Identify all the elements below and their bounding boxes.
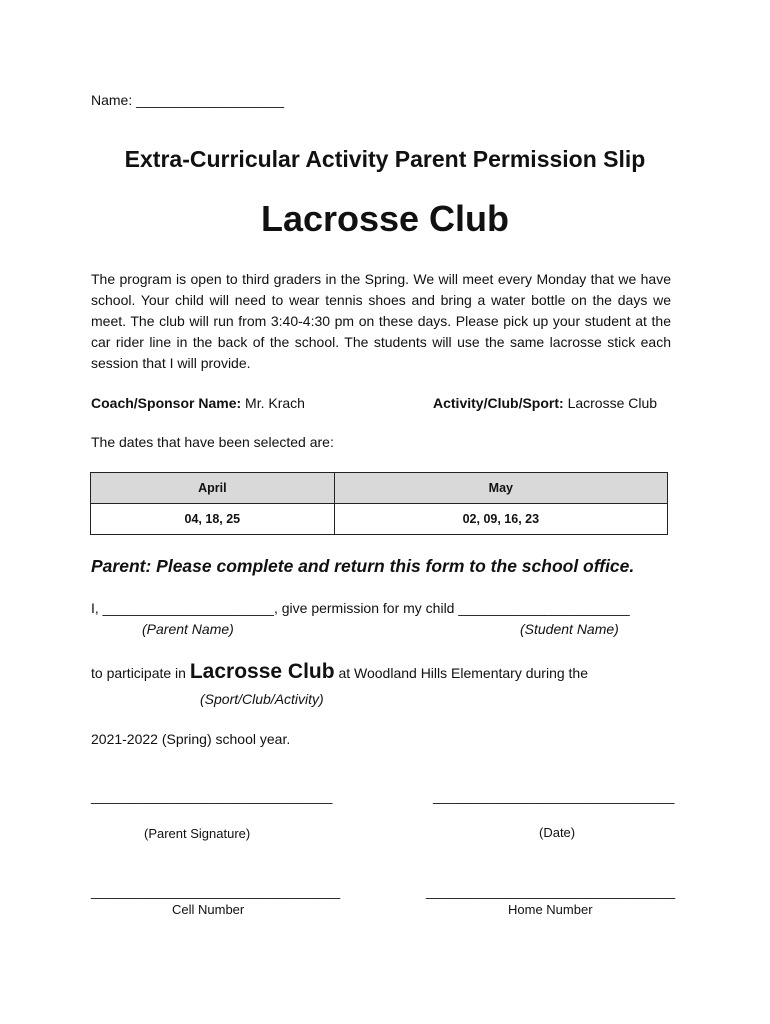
parent-name-caption: (Parent Name): [142, 621, 234, 637]
dates-table: [90, 472, 668, 535]
parent-signature-caption: (Parent Signature): [144, 826, 251, 841]
may-dates: 02, 09, 16, 23: [334, 504, 667, 535]
coach-label: Coach/Sponsor Name:: [91, 395, 242, 411]
parent-instruction: Parent: Please complete and return this form to the school office.: [91, 556, 635, 576]
coach-info: [91, 395, 305, 411]
coach-value: Mr. Krach: [245, 395, 305, 411]
april-dates: 04, 18, 25: [91, 504, 335, 535]
form-heading: Extra-Curricular Activity Parent Permission Slip: [124, 146, 646, 172]
club-title: Lacrosse Club: [260, 198, 510, 239]
participation-statement: [91, 660, 588, 684]
home-number-line[interactable]: ________________________________: [426, 883, 676, 899]
participate-activity: Lacrosse Club: [189, 660, 335, 683]
dates-intro: The dates that have been selected are:: [91, 434, 334, 450]
dates-table-header-row: [91, 473, 668, 504]
school-year-line: 2021-2022 (Spring) school year.: [91, 731, 291, 747]
student-name-caption: (Student Name): [520, 621, 619, 637]
date-caption: (Date): [539, 825, 576, 840]
month-header-may: May: [334, 473, 667, 504]
name-field-line: Name: ___________________: [91, 92, 285, 108]
permission-statement[interactable]: I, ______________________, give permission for my child ______________________: [91, 600, 630, 616]
parent-signature-line[interactable]: _______________________________: [91, 788, 333, 804]
participate-prefix: to participate in: [91, 665, 186, 681]
cell-number-line[interactable]: ________________________________: [91, 883, 341, 899]
dates-table-row: [91, 504, 668, 535]
activity-value: Lacrosse Club: [567, 395, 658, 411]
activity-info: [433, 395, 657, 411]
month-header-april: April: [91, 473, 335, 504]
sport-club-activity-caption: (Sport/Club/Activity): [200, 691, 324, 707]
date-line[interactable]: _______________________________: [433, 788, 675, 804]
home-number-caption: Home Number: [508, 902, 593, 917]
participate-suffix: at Woodland Hills Elementary during the: [338, 665, 588, 681]
cell-number-caption: Cell Number: [172, 902, 245, 917]
program-description: The program is open to third graders in the Spring. We will meet every Monday that we have school. Your child will need to wear tennis shoes and bring a water bottle on the days we meet. The club will run from 3:40-4:30 pm on these days. Please pick up your student at the car rider line in the back of the school. The students will use the same lacrosse stick each session that I will provide.: [91, 271, 671, 371]
activity-label: Activity/Club/Sport:: [433, 395, 564, 411]
